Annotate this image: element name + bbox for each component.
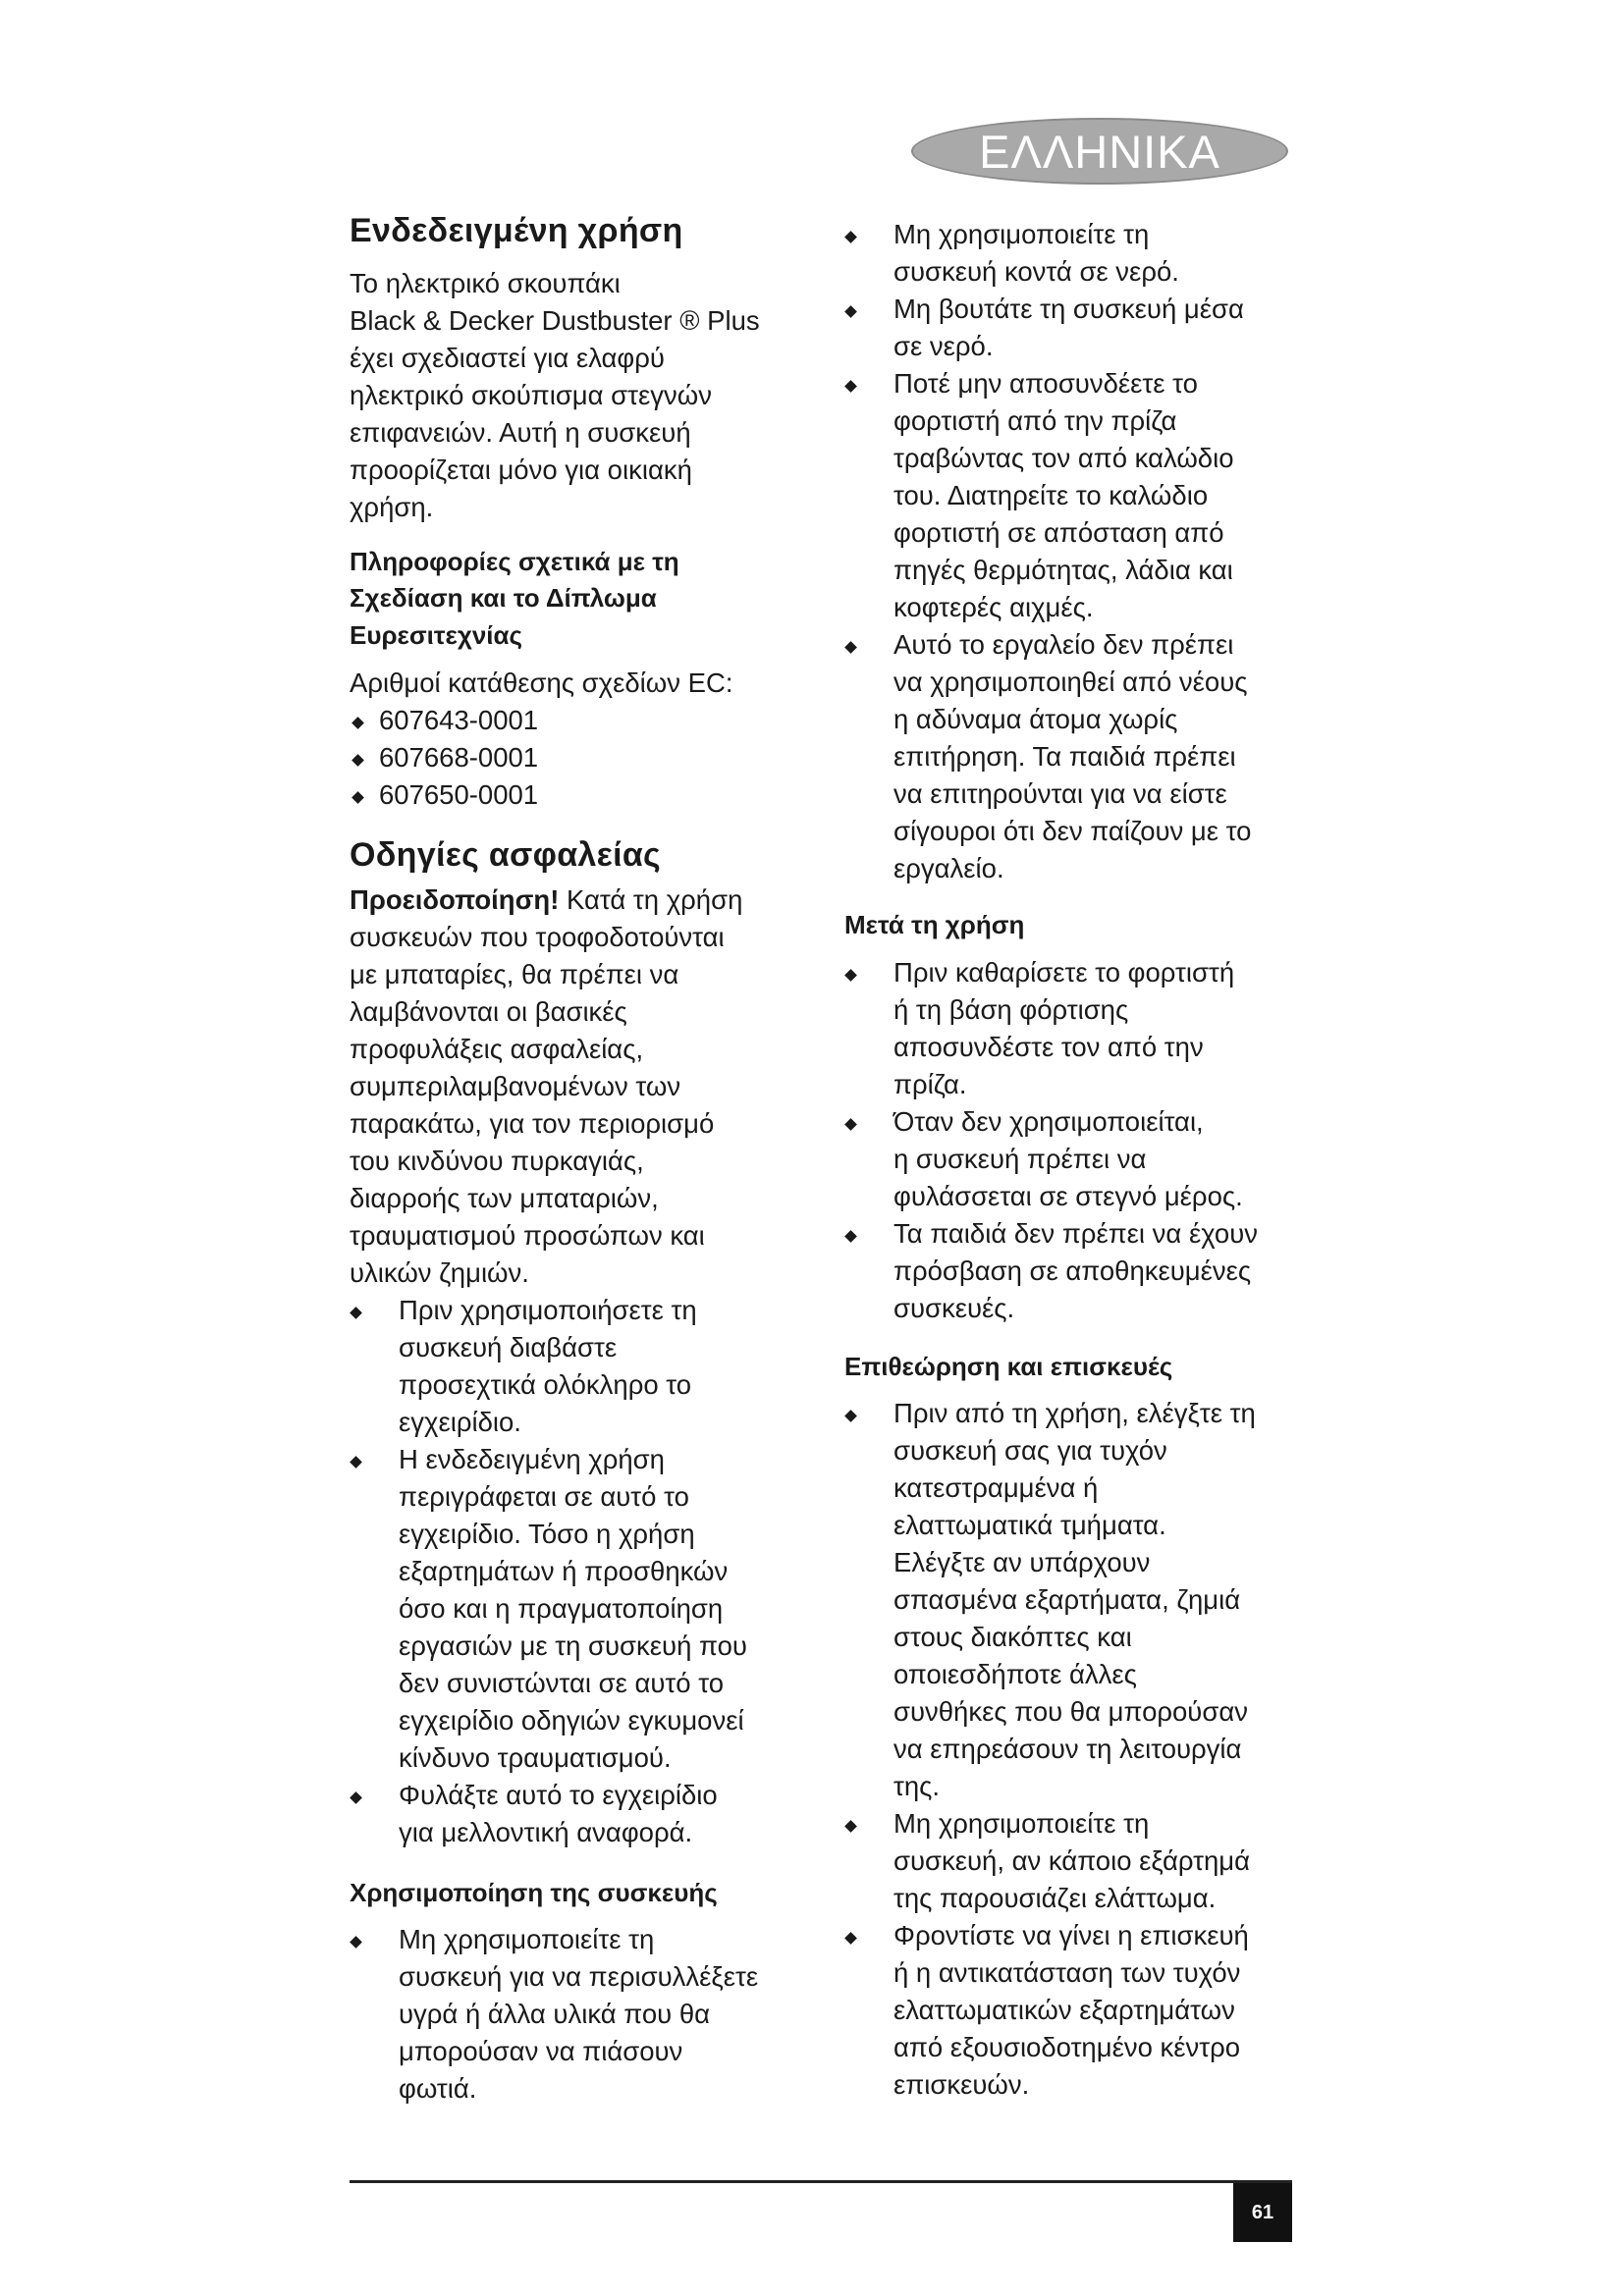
- item-line: φορτιστή από την πρίζα: [893, 405, 1177, 436]
- text-line: συμπεριλαμβανομένων των: [350, 1070, 681, 1101]
- item-line: όσο και η πραγματοποίηση: [399, 1592, 724, 1624]
- list-item: [844, 1215, 1296, 1327]
- text-line: τραυματισμού προσώπων και: [350, 1219, 705, 1251]
- item-line: οποιεσδήποτε άλλες: [893, 1659, 1137, 1690]
- item-line: η αδύναμα άτομα χωρίς: [893, 704, 1178, 734]
- text-line: επιφανειών. Αυτή η συσκευή: [350, 416, 691, 448]
- item-line: Πριν από τη χρήση, ελέγξτε τη: [893, 1398, 1256, 1429]
- list-item: [350, 1292, 801, 1441]
- right-column: [844, 216, 1296, 2104]
- safety-warning: [350, 881, 801, 1292]
- bullet-icon: [844, 305, 857, 318]
- language-label: ΕΛΛΗΝΙΚΑ: [979, 125, 1220, 178]
- item-line: τραβώντας τον από καλώδιο: [893, 443, 1234, 473]
- design-info-heading: [350, 544, 801, 655]
- inspection-heading: Επιθεώρηση και επισκευές: [844, 1351, 1173, 1381]
- text-line: έχει σχεδιαστεί για ελαφρύ: [350, 342, 665, 373]
- item-text: 607668-0001: [379, 741, 539, 773]
- item-line: προσεχτικά ολόκληρο το: [399, 1368, 692, 1400]
- intended-use-text: [350, 265, 801, 526]
- item-line: συσκευή διαβάστε: [399, 1331, 618, 1362]
- item-line: ελαττωματικά τμήματα.: [893, 1510, 1166, 1541]
- item-line: να επηρεάσουν τη λειτουργία: [893, 1734, 1242, 1765]
- bullet-icon: [844, 641, 857, 654]
- item-line: συνθήκες που θα μπορούσαν: [893, 1696, 1248, 1728]
- item-line: η συσκευή πρέπει να: [893, 1143, 1147, 1174]
- item-line: ελαττωματικών εξαρτημάτων: [893, 1995, 1235, 2026]
- item-line: εργαλείο.: [893, 853, 1004, 883]
- list-item: [350, 739, 801, 776]
- item-line: περιγράφεται σε αυτό το: [399, 1480, 689, 1512]
- bullet-icon: [350, 1791, 362, 1804]
- safety-bullets: [350, 1292, 801, 1851]
- after-use-bullets: [844, 954, 1296, 1327]
- item-line: εργασιών με τη συσκευή που: [399, 1629, 747, 1661]
- bullet-icon: [352, 754, 364, 767]
- item-text: 607643-0001: [379, 704, 539, 735]
- list-item: [844, 1917, 1296, 2104]
- heading-line: Πληροφορίες σχετικά με τη: [350, 546, 679, 576]
- bullet-icon: [352, 791, 364, 804]
- using-bullets: [350, 1921, 801, 2108]
- text-line: με μπαταρίες, θα πρέπει να: [350, 958, 679, 989]
- item-line: συσκευή σας για τυχόν: [893, 1435, 1167, 1467]
- text-line: προορίζεται μόνο για οικιακή: [350, 454, 692, 485]
- text-line: συσκευών που τροφοδοτούνται: [350, 921, 725, 952]
- list-item: [350, 776, 801, 814]
- item-line: υγρά ή άλλα υλικά που θα: [399, 1999, 711, 2030]
- item-line: Φυλάξτε αυτό το εγχειρίδιο: [399, 1779, 718, 1810]
- item-line: εγχειρίδιο οδηγιών εγκυμονεί: [399, 1704, 744, 1735]
- bullet-icon: [844, 380, 857, 393]
- item-line: δεν συνιστώνται σε αυτό το: [399, 1667, 724, 1698]
- item-line: να επιτηρούνται για να είστε: [893, 778, 1227, 809]
- warning-first-line: Κατά τη χρήση: [559, 883, 743, 915]
- item-line: Ποτέ μην αποσυνδέετε το: [893, 368, 1198, 399]
- item-line: μπορούσαν να πιάσουν: [399, 2036, 683, 2067]
- after-use-heading: Μετά τη χρήση: [844, 910, 1025, 939]
- bullet-icon: [350, 1936, 362, 1949]
- list-item: [844, 1805, 1296, 1917]
- inspection-bullets: [844, 1395, 1296, 2104]
- item-line: φωτιά.: [399, 2073, 477, 2105]
- warning-word: Προειδοποίηση!: [350, 883, 560, 915]
- item-line: συσκευή, αν κάποιο εξάρτημά: [893, 1845, 1251, 1877]
- bullet-icon: [844, 1821, 857, 1834]
- item-line: συσκευή κοντά σε νερό.: [893, 256, 1179, 287]
- bullet-icon: [350, 1456, 362, 1468]
- item-line: Τα παιδιά δεν πρέπει να έχουν: [893, 1217, 1259, 1249]
- heading-line: Ευρεσιτεχνίας: [350, 620, 523, 651]
- item-line: Μη χρησιμοποιείτε τη: [893, 1808, 1150, 1840]
- list-item: [350, 1921, 801, 2108]
- item-line: συσκευή για να περισυλλέξετε: [399, 1961, 759, 1993]
- item-line: της παρουσιάζει ελάττωμα.: [893, 1883, 1217, 1914]
- bullet-icon: [844, 969, 857, 982]
- item-line: Ελέγξτε αν υπάρχουν: [893, 1547, 1151, 1578]
- item-line: εγχειρίδιο. Τόσο η χρήση: [399, 1518, 695, 1549]
- design-numbers-intro: Αριθμοί κατάθεσης σχεδίων EC:: [350, 667, 733, 698]
- item-line: από εξουσιοδοτημένο κέντρο: [893, 2032, 1241, 2063]
- item-line: επιτήρηση. Τα παιδιά πρέπει: [893, 741, 1236, 772]
- item-line: αποσυνδέστε τον από την: [893, 1031, 1204, 1062]
- using-heading: Χρησιμοποίηση της συσκευής: [350, 1877, 718, 1907]
- list-item: [350, 1441, 801, 1777]
- item-line: ή τη βάση φόρτισης: [893, 993, 1129, 1025]
- text-line: διαρροής των μπαταριών,: [350, 1182, 659, 1213]
- item-line: Η ενδεδειγμένη χρήση: [399, 1443, 665, 1474]
- item-line: φορτιστή σε απόσταση από: [893, 517, 1224, 548]
- text-line: προφυλάξεις ασφαλείας,: [350, 1033, 644, 1064]
- list-item: [844, 1103, 1296, 1215]
- bullet-icon: [844, 1411, 857, 1423]
- text-line: παρακάτω, για τον περιορισμό: [350, 1107, 715, 1139]
- text-line: Black & Decker Dustbuster ® Plus: [350, 304, 760, 336]
- page-number: 61: [1233, 2183, 1292, 2242]
- text-line: Το ηλεκτρικό σκουπάκι: [350, 267, 621, 298]
- text-line: του κινδύνου πυρκαγιάς,: [350, 1145, 644, 1176]
- list-item: [844, 1395, 1296, 1805]
- item-line: στους διακόπτες και: [893, 1622, 1132, 1653]
- item-line: για μελλοντική αναφορά.: [399, 1816, 693, 1847]
- item-line: του. Διατηρείτε το καλώδιο: [893, 480, 1209, 510]
- item-line: να χρησιμοποιηθεί από νέους: [893, 667, 1248, 697]
- item-line: πηγές θερμότητας, λάδια και: [893, 555, 1233, 585]
- text-line: υλικών ζημιών.: [350, 1256, 529, 1288]
- item-line: σπασμένα εξαρτήματα, ζημιά: [893, 1584, 1241, 1616]
- intended-use-heading: Ενδεδειγμένη χρήση: [350, 212, 683, 249]
- using-cont-bullets: [844, 216, 1296, 887]
- bullet-icon: [352, 717, 364, 729]
- text-line: χρήση.: [350, 491, 434, 522]
- item-line: σε νερό.: [893, 331, 994, 361]
- design-numbers-list: [350, 702, 801, 814]
- item-line: Αυτό το εργαλείο δεν πρέπει: [893, 629, 1234, 660]
- item-line: επισκευών.: [893, 2069, 1030, 2101]
- item-line: κατεστραμμένα ή: [893, 1472, 1099, 1504]
- list-item: [844, 216, 1296, 291]
- item-line: κίνδυνο τραυματισμού.: [399, 1741, 672, 1773]
- item-line: Μη βουτάτε τη συσκευή μέσα: [893, 294, 1244, 324]
- list-item: [844, 954, 1296, 1103]
- item-line: Μη χρησιμοποιείτε τη: [893, 219, 1150, 249]
- text-line: ηλεκτρικό σκούπισμα στεγνών: [350, 379, 712, 410]
- item-line: Πριν καθαρίσετε το φορτιστή: [893, 956, 1235, 988]
- list-item: [350, 1777, 801, 1851]
- item-line: εξαρτημάτων ή προσθηκών: [399, 1555, 729, 1586]
- item-line: Φροντίστε να γίνει η επισκευή: [893, 1920, 1249, 1951]
- footer-rule: [350, 2180, 1292, 2183]
- item-line: εγχειρίδιο.: [399, 1406, 521, 1437]
- item-line: της.: [893, 1771, 941, 1802]
- heading-line: Σχεδίαση και το Δίπλωμα: [350, 583, 657, 614]
- item-line: πρόσβαση σε αποθηκευμένες: [893, 1255, 1252, 1286]
- item-line: πρίζα.: [893, 1068, 967, 1099]
- item-line: Πριν χρησιμοποιήσετε τη: [399, 1294, 697, 1325]
- text-line: [350, 881, 801, 919]
- bullet-icon: [350, 1307, 362, 1319]
- bullet-icon: [844, 1118, 857, 1131]
- language-tab: [911, 118, 1288, 185]
- list-item: [844, 365, 1296, 626]
- item-line: Όταν δεν χρησιμοποιείται,: [893, 1105, 1204, 1137]
- item-text: 607650-0001: [379, 778, 539, 810]
- list-item: [844, 626, 1296, 887]
- item-line: φυλάσσεται σε στεγνό μέρος.: [893, 1180, 1243, 1211]
- item-line: κοφτερές αιχμές.: [893, 592, 1094, 622]
- text-line: λαμβάνονται οι βασικές: [350, 995, 627, 1027]
- bullet-icon: [844, 231, 857, 243]
- left-column: [350, 211, 801, 2108]
- item-line: Μη χρησιμοποιείτε τη: [399, 1924, 655, 1955]
- item-line: ή η αντικατάσταση των τυχόν: [893, 1957, 1241, 1989]
- safety-heading: Οδηγίες ασφαλείας: [350, 835, 662, 874]
- item-line: συσκευές.: [893, 1292, 1015, 1323]
- bullet-icon: [844, 1933, 857, 1946]
- list-item: [350, 702, 801, 739]
- item-line: σίγουροι ότι δεν παίζουν με το: [893, 816, 1252, 846]
- list-item: [844, 291, 1296, 365]
- bullet-icon: [844, 1230, 857, 1243]
